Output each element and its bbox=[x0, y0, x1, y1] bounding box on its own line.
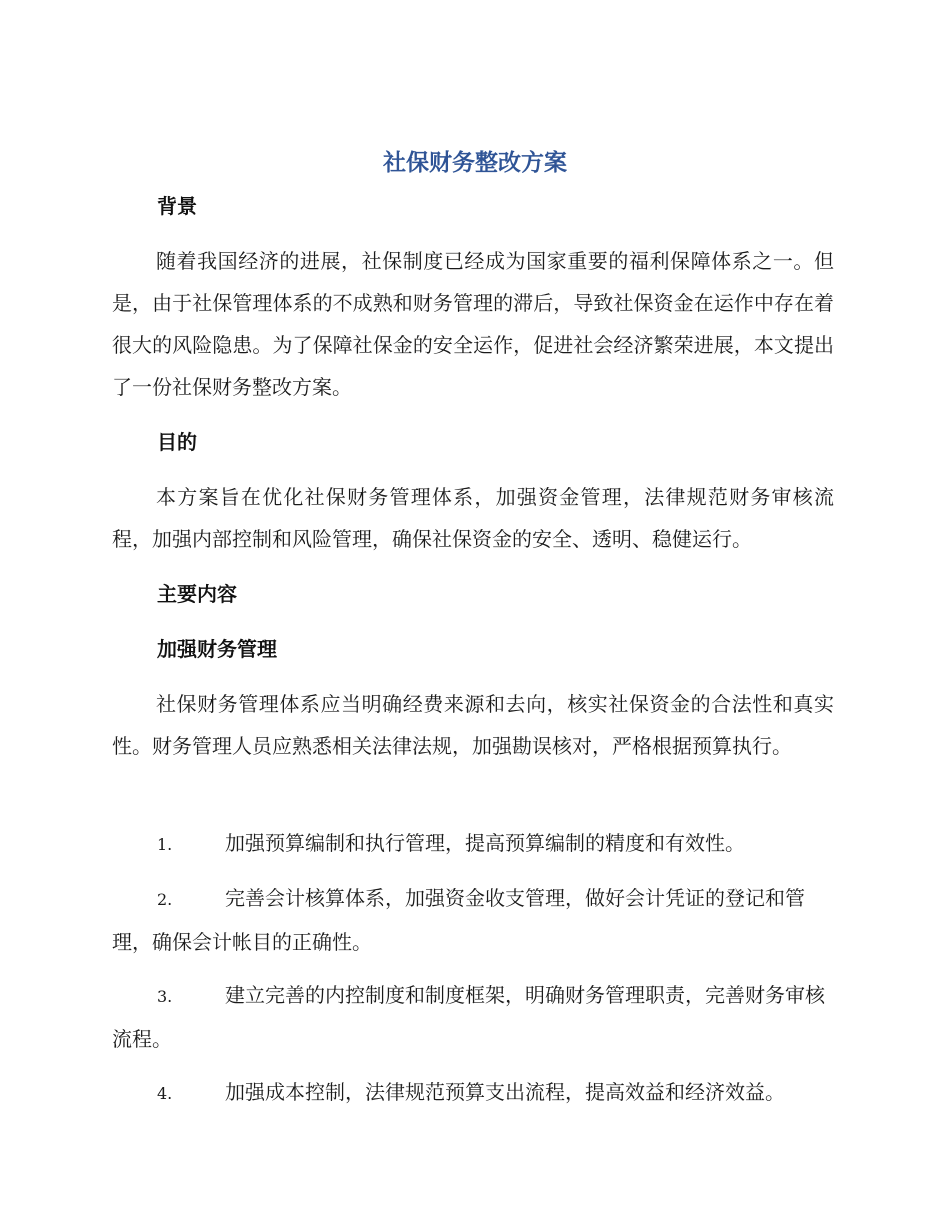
heading-background: 背景 bbox=[157, 194, 197, 218]
list-item bbox=[112, 974, 834, 1060]
paragraph-purpose: 本方案旨在优化社保财务管理体系，加强资金管理，法律规范财务审核流程，加强内部控制和风险管理，确保社保资金的安全、透明、稳健运行。 bbox=[112, 485, 834, 551]
heading-main-content: 主要内容 bbox=[157, 582, 237, 606]
list-item-text: 完善会计核算体系，加强资金收支管理，做好会计凭证的登记和管理，确保会计帐目的正确性。 bbox=[112, 886, 805, 954]
list-item-number: 3. bbox=[157, 987, 173, 1006]
paragraph-finance-management: 社保财务管理体系应当明确经费来源和去向，核实社保资金的合法性和真实性。财务管理人员应熟悉相关法律法规，加强勘误核对，严格根据预算执行。 bbox=[112, 692, 834, 758]
list-item-text: 加强成本控制，法律规范预算支出流程，提高效益和经济效益。 bbox=[225, 1080, 785, 1104]
document-title: 社保财务整改方案 bbox=[383, 150, 567, 176]
list-item bbox=[112, 877, 834, 963]
paragraph-background: 随着我国经济的进展，社保制度已经成为国家重要的福利保障体系之一。但是，由于社保管理体系的不成熟和财务管理的滞后，导致社保资金在运作中存在着很大的风险隐患。为了保障社保金的安全运作，促进社会经济繁荣进展，本文提出了一份社保财务整改方案。 bbox=[112, 249, 834, 399]
list-item-text: 加强预算编制和执行管理，提高预算编制的精度和有效性。 bbox=[225, 831, 745, 855]
list-item-number: 2. bbox=[157, 890, 173, 909]
list-item bbox=[112, 1071, 834, 1115]
list-item-number: 4. bbox=[157, 1084, 173, 1103]
list-item-number: 1. bbox=[157, 835, 173, 854]
heading-finance-management: 加强财务管理 bbox=[157, 637, 277, 661]
list-item bbox=[112, 822, 834, 866]
heading-purpose: 目的 bbox=[157, 430, 197, 454]
list-item-text: 建立完善的内控制度和制度框架，明确财务管理职责，完善财务审核流程。 bbox=[112, 983, 825, 1051]
